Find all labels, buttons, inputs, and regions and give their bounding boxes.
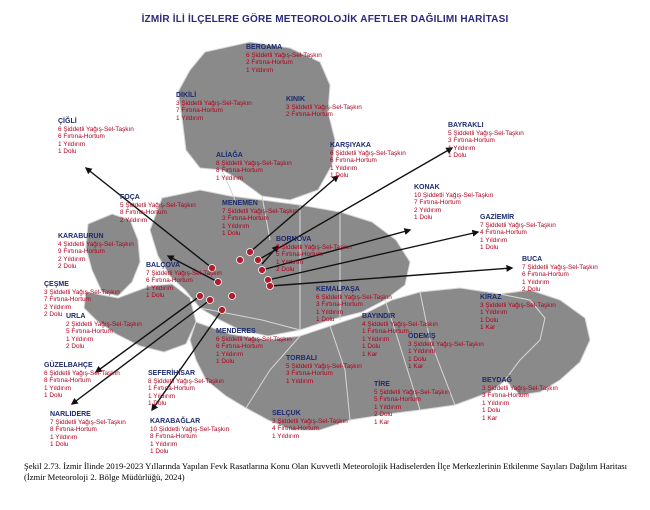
district-count-line: 1 Yıldırım: [330, 164, 358, 172]
district-count-line: 1 Dolu: [50, 441, 69, 449]
marker: [237, 257, 244, 264]
district-name: BALÇOVA: [146, 262, 181, 269]
district-count-line: 7 Şiddetli Yağış-Sel-Taşkın: [146, 269, 222, 277]
district-count-line: 2 Şiddetli Yağış-Sel-Taşkın: [66, 320, 142, 328]
district-count-line: 3 Şiddetli Yağış-Sel-Taşkın: [286, 103, 362, 111]
district-count-line: 1 Yıldırım: [362, 335, 390, 343]
district-count-line: 1 Yıldırım: [176, 114, 204, 122]
district-count-line: 6 Şiddetli Yağış-Sel-Taşkın: [330, 149, 406, 157]
district-count-line: 1 Dolu: [362, 343, 381, 351]
district-count-line: 1 Yıldırım: [216, 174, 244, 182]
district-count-line: 1 Dolu: [150, 448, 169, 456]
district-count-line: 1 Kar: [374, 418, 390, 426]
district-count-line: 6 Şiddetli Yağış-Sel-Taşkın: [58, 125, 134, 133]
marker: [247, 249, 254, 256]
district-count-line: 5 Şiddetli Yağış-Sel-Taşkın: [120, 201, 196, 209]
district-name: NARLIDERE: [50, 411, 91, 418]
district-label-5: [330, 142, 406, 180]
district-name: URLA: [66, 313, 86, 320]
district-count-line: 1 Dolu: [448, 152, 467, 160]
figure-caption: Şekil 2.73. İzmir İlinde 2019-2023 Yıllarında Yapılan Fevk Rasatlarına Konu Olan Kuvvetli Meteorolojik Hadiselerden İlçe Merkezlerinin Etkilenme Sayıları Dağılım Haritası (İzmir Meteoroloji 2. Bölge Müdürlüğü, 2024): [24, 461, 628, 482]
district-count-line: 1 Kar: [480, 324, 496, 332]
district-count-line: 1 Kar: [362, 350, 378, 358]
district-name: KARABAĞLAR: [150, 418, 201, 425]
district-count-line: 6 Fırtına-Hortum: [58, 133, 105, 141]
district-count-line: 2 Dolu: [374, 411, 393, 419]
district-count-line: 5 Fırtına-Hortum: [374, 396, 421, 404]
district-count-line: 5 Şiddetli Yağış-Sel-Taşkın: [286, 362, 362, 370]
district-name: ÇEŞME: [44, 281, 69, 288]
district-name: GÜZELBAHÇE: [44, 362, 93, 369]
district-count-line: 1 Yıldırım: [482, 399, 510, 407]
district-count-line: 3 Şiddetli Yağış-Sel-Taşkın: [272, 417, 348, 425]
district-count-line: 6 Fırtına-Hortum: [146, 277, 193, 285]
district-label-12: [276, 236, 352, 274]
district-count-line: 5 Fırtına-Hortum: [276, 251, 323, 259]
district-count-line: 1 Dolu: [58, 148, 77, 156]
district-count-line: 1 Dolu: [148, 400, 167, 408]
district-count-line: 1 Yıldırım: [66, 335, 94, 343]
district-count-line: 6 Şiddetli Yağış-Sel-Taşkın: [216, 335, 292, 343]
district-label-24: [148, 370, 224, 408]
district-name: KİRAZ: [480, 294, 502, 301]
district-count-line: 1 Dolu: [316, 316, 335, 324]
district-count-line: 7 Şiddetli Yağış-Sel-Taşkın: [480, 221, 556, 229]
district-count-line: 1 Yıldırım: [216, 350, 244, 358]
district-count-line: 5 Şiddetli Yağış-Sel-Taşkın: [448, 129, 524, 137]
district-name: SELÇUK: [272, 410, 301, 417]
marker: [229, 293, 236, 300]
district-name: KONAK: [414, 184, 440, 191]
district-label-26: [482, 377, 558, 423]
district-count-line: 7 Şiddetli Yağış-Sel-Taşkın: [522, 263, 598, 271]
district-label-13: [146, 262, 222, 300]
district-count-line: 7 Fırtına-Hortum: [414, 199, 461, 207]
district-count-line: 7 Fırtına-Hortum: [44, 296, 91, 304]
district-label-25: [374, 381, 450, 427]
district-label-3: [58, 118, 134, 156]
district-count-line: 5 Fırtına-Hortum: [66, 328, 113, 336]
district-count-line: 1 Yıldırım: [480, 236, 508, 244]
district-name: KARŞIYAKA: [330, 142, 371, 149]
district-count-line: 2 Dolu: [522, 286, 541, 294]
district-count-line: 4 Fırtına-Hortum: [272, 425, 319, 433]
marker: [259, 267, 266, 274]
district-count-line: 1 Yıldırım: [276, 258, 304, 266]
district-count-line: 3 Şiddetli Yağış-Sel-Taşkın: [482, 384, 558, 392]
district-count-line: 1 Yıldırım: [374, 403, 402, 411]
district-count-line: 8 Şiddetli Yağış-Sel-Taşkın: [148, 377, 224, 385]
district-count-line: 9 Fırtına-Hortum: [58, 248, 105, 256]
district-count-line: 2 Fırtına-Hortum: [286, 111, 333, 119]
district-count-line: 8 Fırtına-Hortum: [150, 433, 197, 441]
district-name: BUCA: [522, 256, 543, 263]
district-label-2: [286, 96, 362, 119]
district-label-28: [150, 418, 229, 456]
district-count-line: 6 Şiddetli Yağış-Sel-Taşkın: [316, 293, 392, 301]
district-name: SEFERİHİSAR: [148, 370, 196, 377]
district-label-23: [286, 355, 362, 385]
district-label-21: [408, 333, 484, 371]
district-label-11: [58, 233, 134, 271]
district-count-line: 1 Yıldırım: [50, 433, 78, 441]
district-count-line: 1 Dolu: [216, 358, 235, 366]
district-count-line: 8 Fırtına-Hortum: [44, 377, 91, 385]
district-count-line: 1 Yıldırım: [448, 144, 476, 152]
district-count-line: 6 Şiddetli Yağış-Sel-Taşkın: [44, 369, 120, 377]
district-count-line: 6 Şiddetli Yağış-Sel-Taşkın: [246, 51, 322, 59]
district-count-line: 2 Yıldırım: [44, 303, 72, 311]
district-count-line: 4 Fırtına-Hortum: [480, 229, 527, 237]
district-count-line: 1 Yıldırım: [150, 440, 178, 448]
district-name: ÖDEMİŞ: [408, 333, 436, 340]
district-count-line: 2 Yıldırım: [120, 216, 148, 224]
district-count-line: 2 Yıldırım: [58, 255, 86, 263]
district-count-line: 1 Yıldırım: [146, 284, 174, 292]
district-count-line: 2 Yıldırım: [414, 206, 442, 214]
district-count-line: 1 Yıldırım: [148, 392, 176, 400]
district-label-17: [66, 313, 142, 351]
district-label-1: [176, 92, 252, 122]
district-name: KARABURUN: [58, 233, 104, 240]
district-count-line: 10 Şiddetli Yağış-Sel-Taşkın: [414, 191, 494, 199]
district-count-line: 2 Dolu: [66, 343, 85, 351]
district-count-line: 1 Fırtına-Hortum: [362, 328, 409, 336]
district-count-line: 3 Şiddetli Yağış-Sel-Taşkın: [408, 340, 484, 348]
marker: [219, 307, 226, 314]
district-count-line: 2 Fırtına-Hortum: [246, 59, 293, 67]
district-count-line: 3 Şiddetli Yağış-Sel-Taşkın: [44, 288, 120, 296]
district-name: MENEMEN: [222, 200, 258, 207]
district-name: FOÇA: [120, 194, 140, 201]
district-count-line: 1 Dolu: [146, 292, 165, 300]
district-label-6: [448, 122, 524, 160]
district-label-0: [246, 44, 322, 74]
district-count-line: 3 Fırtına-Hortum: [222, 215, 269, 223]
district-count-line: 8 Fırtına-Hortum: [216, 167, 263, 175]
district-count-line: 2 Dolu: [58, 263, 77, 271]
district-name: TİRE: [374, 381, 390, 388]
district-label-22: [44, 362, 120, 400]
district-count-line: 1 Yıldırım: [408, 348, 436, 356]
district-count-line: 2 Dolu: [44, 311, 63, 319]
district-name: GAZİEMİR: [480, 214, 515, 221]
district-count-line: 8 Fırtına-Hortum: [120, 209, 167, 217]
district-count-line: 8 Şiddetli Yağış-Sel-Taşkın: [216, 159, 292, 167]
district-count-line: 5 Şiddetli Yağış-Sel-Taşkın: [276, 243, 352, 251]
district-count-line: 1 Dolu: [414, 214, 433, 222]
district-count-line: 1 Dolu: [222, 230, 241, 238]
district-count-line: 3 Fırtına-Hortum: [286, 370, 333, 378]
district-count-line: 1 Yıldırım: [222, 222, 250, 230]
district-count-line: 1 Yıldırım: [272, 432, 300, 440]
district-label-10: [480, 214, 556, 252]
district-name: BEYDAĞ: [482, 377, 512, 384]
district-name: KEMALPAŞA: [316, 286, 360, 293]
district-count-line: 2 Dolu: [276, 266, 295, 274]
district-count-line: 7 Fırtına-Hortum: [176, 107, 223, 115]
district-count-line: 7 Şiddetli Yağış-Sel-Taşkın: [222, 207, 298, 215]
district-count-line: 8 Fırtına-Hortum: [50, 426, 97, 434]
district-label-29: [272, 410, 348, 440]
district-count-line: 4 Şiddetli Yağış-Sel-Taşkın: [362, 320, 438, 328]
district-count-line: 3 Fırtına-Hortum: [482, 392, 529, 400]
district-count-line: 1 Yıldırım: [58, 140, 86, 148]
district-label-4: [216, 152, 292, 182]
district-name: KINIK: [286, 96, 306, 103]
district-count-line: 1 Dolu: [482, 407, 501, 415]
district-count-line: 3 Fırtına-Hortum: [316, 301, 363, 309]
district-count-line: 3 Fırtına-Hortum: [448, 137, 495, 145]
district-count-line: 6 Fırtına-Hortum: [330, 157, 377, 165]
district-count-line: 6 Fırtına-Hortum: [522, 271, 569, 279]
district-count-line: 3 Şiddetli Yağış-Sel-Taşkın: [480, 301, 556, 309]
district-count-line: 1 Dolu: [44, 392, 63, 400]
district-count-line: 7 Şiddetli Yağış-Sel-Taşkın: [50, 418, 126, 426]
district-name: BERGAMA: [246, 44, 283, 51]
district-count-line: 1 Fırtına-Hortum: [148, 385, 195, 393]
district-count-line: 1 Yıldırım: [44, 384, 72, 392]
district-name: TORBALI: [286, 355, 317, 362]
district-name: MENDERES: [216, 328, 256, 335]
district-count-line: 10 Şiddetli Yağış-Sel-Taşkın: [150, 425, 230, 433]
district-count-line: 1 Yıldırım: [246, 66, 274, 74]
district-count-line: 1 Dolu: [480, 316, 499, 324]
district-count-line: 1 Dolu: [480, 244, 499, 252]
district-count-line: 3 Şiddetli Yağış-Sel-Taşkın: [176, 99, 252, 107]
district-label-27: [50, 411, 126, 449]
district-name: BORNOVA: [276, 236, 312, 243]
district-count-line: 1 Yıldırım: [480, 309, 508, 317]
district-label-14: [522, 256, 598, 294]
district-name: ALİAĞA: [216, 152, 243, 159]
district-label-8: [222, 200, 298, 238]
map-title: İZMİR İLİ İLÇELERE GÖRE METEOROLOJİK AFETLER DAĞILIMI HARİTASI: [141, 14, 509, 25]
district-count-line: 1 Kar: [482, 414, 498, 422]
marker: [267, 283, 274, 290]
district-label-20: [216, 328, 292, 366]
district-count-line: 1 Yıldırım: [286, 377, 314, 385]
marker: [255, 257, 262, 264]
district-count-line: 4 Şiddetli Yağış-Sel-Taşkın: [58, 240, 134, 248]
district-name: BAYINDIR: [362, 313, 396, 320]
district-count-line: 1 Dolu: [408, 355, 427, 363]
district-count-line: 6 Fırtına-Hortum: [216, 343, 263, 351]
district-label-18: [480, 294, 556, 332]
district-name: DİKİLİ: [176, 92, 197, 99]
district-name: ÇİĞLİ: [58, 118, 77, 125]
district-label-7: [120, 194, 196, 224]
district-name: BAYRAKLI: [448, 122, 484, 129]
district-count-line: 1 Kar: [408, 363, 424, 371]
district-count-line: 1 Yıldırım: [316, 308, 344, 316]
district-count-line: 1 Yıldırım: [522, 278, 550, 286]
district-count-line: 5 Şiddetli Yağış-Sel-Taşkın: [374, 388, 450, 396]
district-count-line: 1 Dolu: [330, 172, 349, 180]
